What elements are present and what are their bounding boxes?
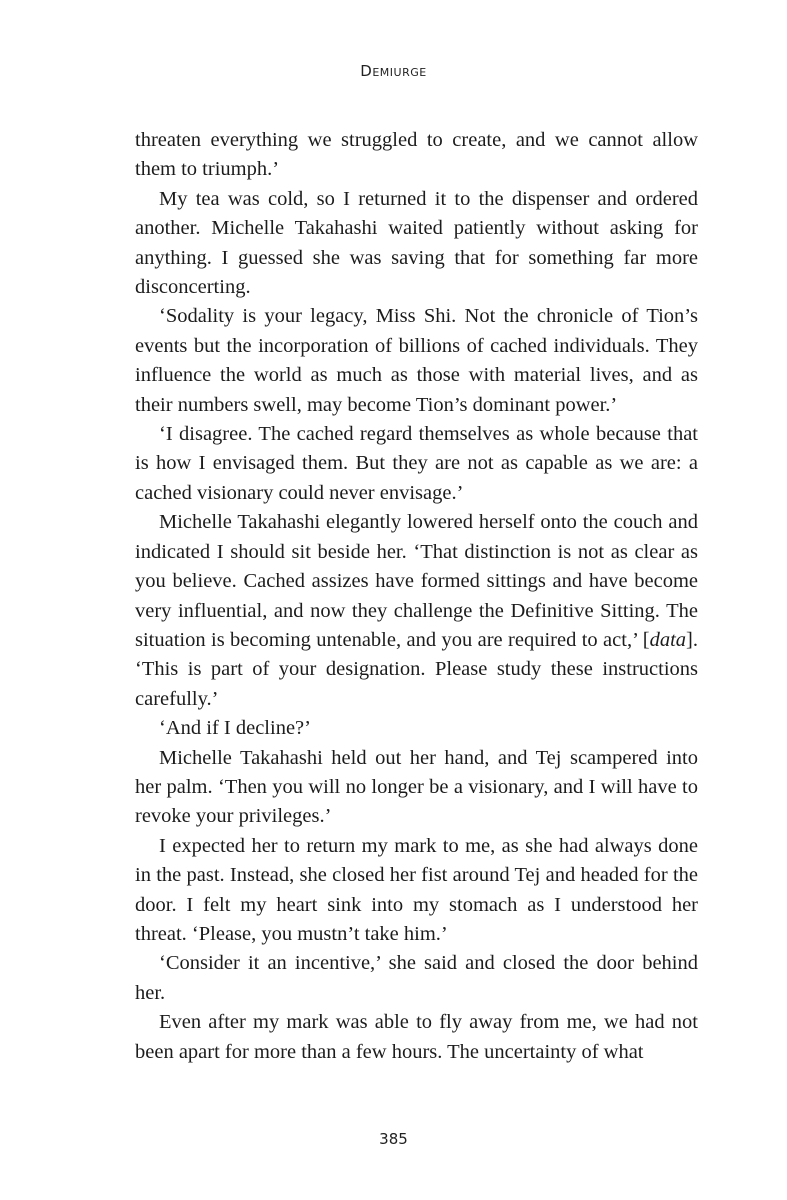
paragraph: ‘Consider it an incentive,’ she said and closed the door behind her. — [135, 952, 698, 1004]
emphasis-text: data — [649, 628, 687, 651]
paragraph: Michelle Takahashi held out her hand, and Tej scampered into her palm. ‘Then you will no longer be a visionary, and I will have to revoke your privileges.’ — [135, 746, 698, 828]
paragraph: I expected her to return my mark to me, as she had always done in the past. Instead, she closed her fist around Tej and headed for the door. I felt my heart sink into my stomach as I understood her threat. ‘Please, you mustn’t take him.’ — [135, 834, 698, 945]
body-text — [135, 126, 698, 1067]
paragraph: Even after my mark was able to fly away from me, we had not been apart for more than a few hours. The uncertainty of what — [135, 1011, 698, 1063]
paragraph — [135, 508, 698, 714]
paragraph-text: Michelle Takahashi elegantly lowered herself onto the couch and indicated I should sit beside her. ‘That distinction is not as clear as you believe. Cached assizes have formed sittings and have become very influential, and now they challenge the Definitive Sitting. The situation is becoming untenable, and you are required to act,’ [ — [135, 511, 698, 651]
paragraph: threaten everything we struggled to create, and we cannot allow them to triumph.’ — [135, 129, 698, 181]
paragraph: ‘I disagree. The cached regard themselves as whole because that is how I envisaged them. But they are not as capable as we are: a cached visionary could never envisage.’ — [135, 423, 698, 504]
paragraph: ‘Sodality is your legacy, Miss Shi. Not the chronicle of Tion’s events but the incorporation of billions of cached individuals. They influence the world as much as those with material lives, and as their numbers swell, may become Tion’s dominant power.’ — [135, 305, 698, 416]
paragraph-text: ]. ‘This is part of your designation. Please study these instructions carefully.’ — [135, 628, 698, 710]
paragraph: My tea was cold, so I returned it to the dispenser and ordered another. Michelle Takahashi waited patiently without asking for anything. I guessed she was saving that for something far more disconcerting. — [135, 187, 698, 299]
paragraph: ‘And if I decline?’ — [159, 717, 311, 740]
running-head: Demiurge — [360, 62, 427, 80]
page-number: 385 — [379, 1130, 408, 1148]
